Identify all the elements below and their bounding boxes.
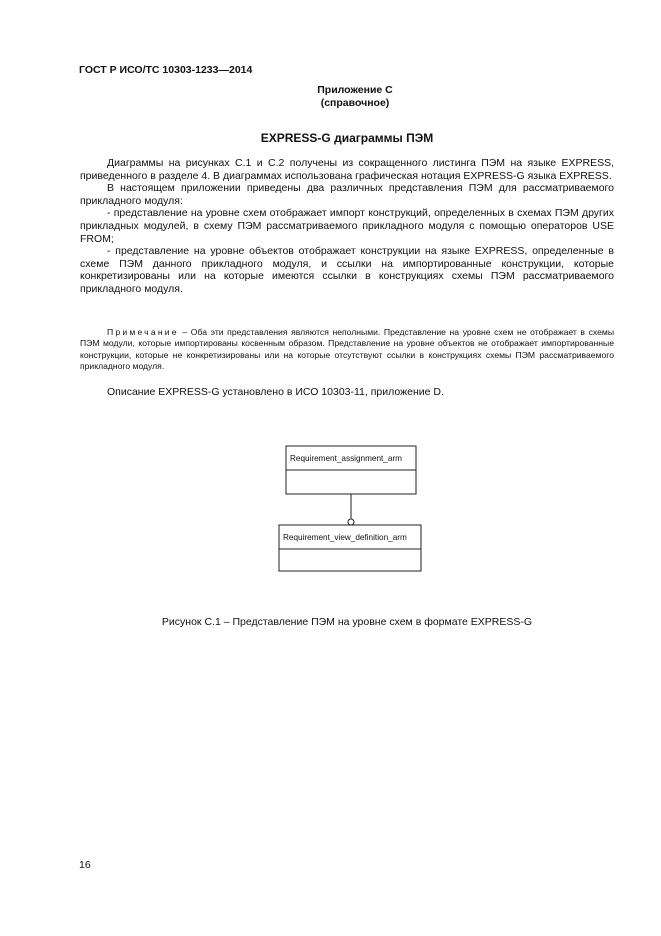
appendix-title: Приложение С — [317, 84, 393, 96]
note-label: Примечание — [107, 327, 179, 337]
appendix-type: (справочное) — [320, 97, 390, 109]
paragraph-representations: В настоящем приложении приведены два различных представления ПЭМ для рассматриваемого прикладного модуля: — [80, 182, 614, 207]
use-from-connector-circle — [348, 519, 354, 525]
note-text: – Оба эти представления являются неполными. Представление на уровне схем не отображает в схемы ПЭМ модули, которые импортированы косвенным образом. Представление на уровне объектов не отображает импортированные конструкции, которые не конкретизированы или на которые отсутствуют ссылки в конструкциях схемы ПЭМ рассматриваемого прикладного модуля. — [80, 327, 614, 372]
paragraph-schema-level: - представление на уровне схем отображает импорт конструкций, определенных в схемах ПЭМ других прикладных модулей, в схему ПЭМ рассматриваемого прикладного модуля с помощью операторов USE FROM; — [80, 207, 614, 245]
section-title: EXPRESS-G диаграммы ПЭМ — [260, 131, 434, 145]
schema-label-requirement-view-definition: Requirement_view_definition_arm — [283, 533, 407, 542]
page-number: 16 — [79, 859, 91, 871]
schema-box-frame — [279, 525, 421, 571]
reference-text: Описание EXPRESS-G установлено в ИСО 10303-11, приложение D. — [107, 386, 444, 398]
schema-box-requirement-view-definition — [279, 525, 421, 571]
schema-label-requirement-assignment: Requirement_assignment_arm — [290, 454, 402, 463]
document-code: ГОСТ Р ИСО/ТС 10303-1233—2014 — [79, 64, 253, 76]
figure-caption: Рисунок С.1 – Представление ПЭМ на уровне схем в формате EXPRESS-G — [161, 616, 533, 628]
paragraph-intro: Диаграммы на рисунках С.1 и С.2 получены из сокращенного листинга ПЭМ на языке EXPRESS, приведенного в разделе 4. В диаграммах использована графическая нотация EXPRESS-G языка EXPRESS. — [80, 157, 614, 182]
schema-box-requirement-assignment — [286, 446, 416, 494]
paragraph-entity-level: - представление на уровне объектов отображает конструкции на языке EXPRESS, определенные в схеме ПЭМ данного прикладного модуля, и ссылки на импортированные конструкции, которые конкретизированы или на которые имеются ссылки в конструкциях схемы ПЭМ рассматриваемого прикладного модуля. — [80, 245, 614, 295]
